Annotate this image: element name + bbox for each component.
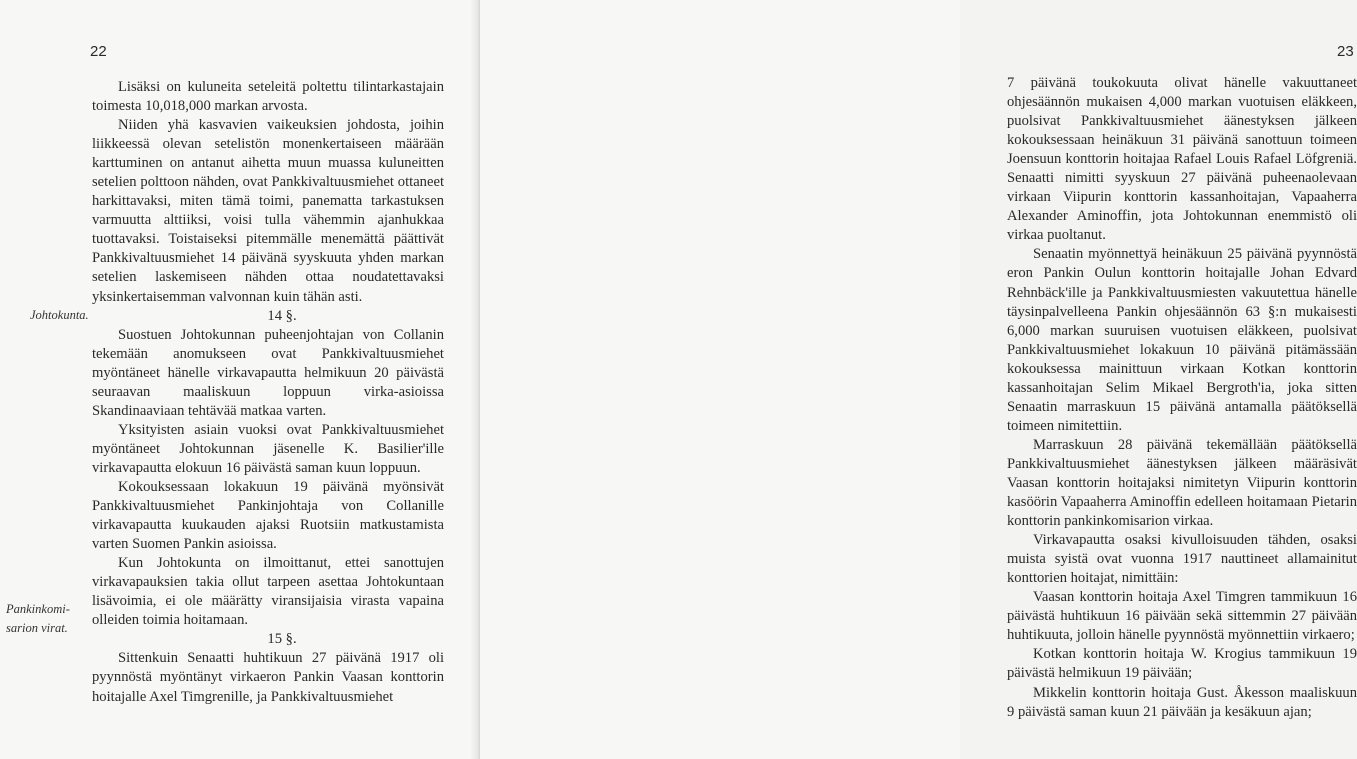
margin-note-line: sarion virat. <box>6 621 68 635</box>
paragraph: Kotkan konttorin hoitaja W. Krogius tammikuun 19 päivästä helmikuun 19 päivään; <box>1007 646 1357 682</box>
paragraph: Kokouksessaan lokakuun 19 päivänä myönsivät Pankkivaltuusmiehet Pankinjohtaja von Collanille virkavapautta kuukauden ajaksi Ruotsiin matkustamista varten Suomen Pankin asioissa. <box>92 478 444 553</box>
left-page <box>0 0 478 759</box>
paragraph: Marraskuun 28 päivänä tekemällään päätöksellä Pankkivaltuusmiehet äänestyksen jälkeen määräsivät Vaasan konttorin hoitajaksi nimitetyn Viipurin konttorin kasöörin Vapaaherra Aminoffin edelleen hoitamaan Pietarin konttorin pankinkomisarion virkaa. <box>1007 436 1357 530</box>
paragraph: Kun Johtokunta on ilmoittanut, ettei sanottujen virkavapauksien takia ollut tarpeen asettaa Johtokuntaan lisävoimia, ei ole määrätty viransijaisia virasta vapaina olleiden toimia hoitamaan. <box>92 555 444 629</box>
section-heading-14: 14 §. <box>267 307 297 324</box>
margin-note-line: Pankinkomi- <box>6 602 70 616</box>
right-page <box>480 0 1357 759</box>
paragraph: Lisäksi on kuluneita seteleitä poltettu tilintarkastajain toimesta 10,018,000 markan arvosta. <box>92 79 444 115</box>
paragraph: 7 päivänä toukokuuta olivat hänelle vakuuttaneet ohjesäännön mukaisen 4,000 markan vuotuisen eläkkeen, puolsivat Pankkivaltuusmiehet äänestyksen jälkeen kokouksessaan heinäkuun 31 päivänä sanottuun toimeen Joensuun konttorin hoitajaa Rafael Louis Rafael Löfgreniä. Senaatti nimitti syyskuun 27 päivänä puheenaolevaan virkaan Viipurin konttorin kassanhoitajan, Vapaaherra Alexander Aminoffin, jota Johtokunnan enemmistö oli virkaa puoltanut. <box>1007 75 1357 244</box>
paragraph: Mikkelin konttorin hoitaja Gust. Åkesson maaliskuun 9 päivästä saman kuun 21 päivään ja kesäkuun ajan; <box>1007 684 1357 720</box>
section-heading-15: 15 §. <box>267 631 297 648</box>
paragraph: Niiden yhä kasvavien vaikeuksien johdosta, joihin liikkeessä olevan setelistön monenkertaiseen määrään karttuminen on antanut aihetta muun muassa kuluneitten setelien polttoon nähden, ovat Pankkivaltuusmiehet ottaneet harkittavaksi, miten tämä toimi, panematta tarkastuksen varmuutta alttiiksi, voisi tulla vähemmin ajanhukkaa tuottavaksi. Toistaiseksi pitemmälle menemättä päättivät Pankkivaltuusmiehet 14 päivänä syyskuuta yhden markan setelien laskemiseen nähden ottaa noudatettavaksi yksinkertaisemman valvonnan kuin tähän asti. <box>92 117 444 305</box>
left-page-body <box>92 78 444 707</box>
paragraph: Vaasan konttorin hoitaja Axel Timgren tammikuun 16 päivästä huhtikuun 16 päivään sekä sittemmin 27 päivään huhtikuuta, jolloin hänelle pyynnöstä myönnettiin virkaero; <box>1007 589 1357 644</box>
right-page-body <box>1007 74 1357 722</box>
paragraph: Senaatin myönnettyä heinäkuun 25 päivänä pyynnöstä eron Pankin Oulun konttorin hoitajalle Johan Edvard Rehnbäck'ille ja Pankkivaltuusmiesten vakuutettua hänelle täysinpalvelleena Pankin ohjesäännön 63 §:n mukaisesti 6,000 markan suuruisen vuotuisen eläkkeen, puolsivat Pankkivaltuusmiehet lokakuun 10 päivänä pitämässään kokouksessa mainittuun virkaan Kotkan konttorin kassanhoitajan Selim Mikael Bergroth'ia, joka sitten Senaatin marraskuun 15 päivänä antamalla päätöksellä toimeen nimitettiin. <box>1007 246 1357 434</box>
paragraph: Sittenkuin Senaatti huhtikuun 27 päivänä 1917 oli pyynnöstä myöntänyt virkaeron Pankin Vaasan konttorin hoitajalle Axel Timgrenille, ja Pankkivaltuusmiehet <box>92 650 444 705</box>
page-number-right: 23 <box>1337 43 1354 60</box>
paragraph: Virkavapautta osaksi kivulloisuuden tähden, osaksi muista syistä ovat vuonna 1917 nauttineet allamainitut konttorien hoitajat, nimittäin: <box>1007 532 1357 587</box>
margin-note-johtokunta: Johtokunta. <box>30 308 89 322</box>
paragraph: Suostuen Johtokunnan puheenjohtajan von Collanin tekemään anomukseen ovat Pankkivaltuusmiehet myöntäneet hänelle virkavapautta helmikuun 20 päivästä seuraavan maaliskuun loppuun virka-asioissa Skandinaaviaan tehtävää matkaa varten. <box>92 326 444 419</box>
margin-note-pankinkomissarion <box>6 600 92 638</box>
page-number-left: 22 <box>90 43 107 60</box>
paragraph: Yksityisten asiain vuoksi ovat Pankkivaltuusmiehet myöntäneet Johtokunnan jäsenelle K. Basilier'ille virkavapautta elokuun 16 päivästä saman kuun loppuun. <box>92 421 444 476</box>
